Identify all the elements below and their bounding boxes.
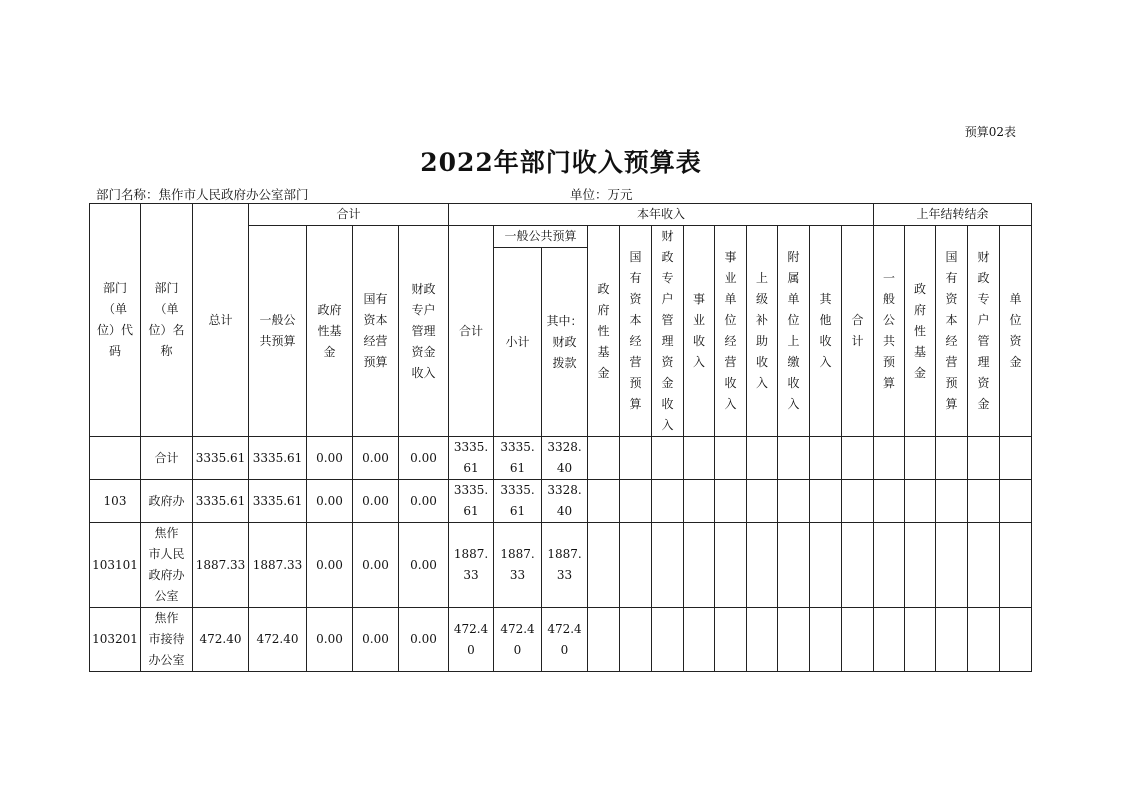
header-group-last-year: 上年结转结余 (874, 204, 1032, 226)
cell-code: 103 (90, 480, 141, 523)
cell-heji-state-capital: 0.00 (353, 480, 399, 523)
header-last-year-gov-fund: 政 府 性 基 金 (905, 226, 936, 437)
cell-subtotal: 472.4 0 (494, 608, 542, 672)
cell-code: 103101 (90, 523, 141, 608)
page-title: 2022年部门收入预算表 (420, 148, 702, 177)
cell-name: 政府办 (141, 480, 193, 523)
cell-heji-gov-fund: 0.00 (307, 480, 353, 523)
cell-fiscal-allocation: 3328. 40 (542, 437, 588, 480)
header-last-year-state-capital: 国 有 资 本 经 营 预 算 (936, 226, 968, 437)
cell-code (90, 437, 141, 480)
cell-this-year-total: 472.4 0 (449, 608, 494, 672)
cell-heji-general: 472.40 (249, 608, 307, 672)
cell-total: 3335.61 (193, 480, 249, 523)
cell-code: 103201 (90, 608, 141, 672)
cell-heji-state-capital: 0.00 (353, 608, 399, 672)
header-unit-business-income: 事 业 单 位 经 营 收 入 (715, 226, 747, 437)
income-budget-table (89, 203, 1032, 672)
header-group-total: 合计 (249, 204, 449, 226)
header-this-year-state-capital: 国 有 资 本 经 营 预 算 (620, 226, 652, 437)
cell-subtotal: 1887. 33 (494, 523, 542, 608)
cell-name: 合计 (141, 437, 193, 480)
header-heji-state-capital: 国有 资本 经营 预算 (353, 226, 399, 437)
header-last-year-unit-funds: 单 位 资 金 (1000, 226, 1032, 437)
cell-name: 焦作 市接待 办公室 (141, 608, 193, 672)
cell-heji-special-mgmt: 0.00 (399, 523, 449, 608)
table-row (90, 437, 1032, 480)
cell-fiscal-allocation: 3328. 40 (542, 480, 588, 523)
cell-subtotal: 3335. 61 (494, 437, 542, 480)
cell-fiscal-allocation: 472.4 0 (542, 608, 588, 672)
cell-heji-state-capital: 0.00 (353, 437, 399, 480)
cell-total: 1887.33 (193, 523, 249, 608)
table-row (90, 480, 1032, 523)
unit-label: 单位：万元 (570, 187, 633, 202)
table-row (90, 523, 1032, 608)
header-last-year-special-mgmt: 财 政 专 户 管 理 资 金 (968, 226, 1000, 437)
header-affiliated-income: 附 属 单 位 上 缴 收 入 (778, 226, 810, 437)
header-heji-general: 一般公 共预算 (249, 226, 307, 437)
header-fiscal-allocation: 其中： 财政 拨款 (542, 248, 588, 437)
header-other-income: 其 他 收 入 (810, 226, 842, 437)
header-last-year-total: 合 计 (842, 226, 874, 437)
header-this-year-special-mgmt: 财 政 专 户 管 理 资 金 收 入 (652, 226, 684, 437)
cell-subtotal: 3335. 61 (494, 480, 542, 523)
header-this-year-gov-fund: 政 府 性 基 金 (588, 226, 620, 437)
cell-heji-special-mgmt: 0.00 (399, 437, 449, 480)
header-dept-code: 部门 （单 位）代 码 (90, 204, 141, 437)
table-row (90, 608, 1032, 672)
cell-heji-general: 1887.33 (249, 523, 307, 608)
form-number: 预算02表 (964, 125, 1016, 139)
cell-this-year-total: 1887. 33 (449, 523, 494, 608)
header-grand-total: 总计 (193, 204, 249, 437)
header-superior-subsidy: 上 级 补 助 收 入 (747, 226, 778, 437)
cell-heji-gov-fund: 0.00 (307, 608, 353, 672)
header-business-income: 事 业 收 入 (684, 226, 715, 437)
header-last-year-general: 一 般 公 共 预 算 (874, 226, 905, 437)
cell-name: 焦作 市人民 政府办 公室 (141, 523, 193, 608)
cell-heji-general: 3335.61 (249, 480, 307, 523)
cell-heji-special-mgmt: 0.00 (399, 480, 449, 523)
department-name-label: 部门名称：焦作市人民政府办公室部门 (96, 187, 309, 202)
cell-heji-general: 3335.61 (249, 437, 307, 480)
header-group-this-year: 本年收入 (449, 204, 874, 226)
cell-heji-special-mgmt: 0.00 (399, 608, 449, 672)
header-dept-name: 部门 （单 位）名 称 (141, 204, 193, 437)
cell-heji-state-capital: 0.00 (353, 523, 399, 608)
cell-heji-gov-fund: 0.00 (307, 437, 353, 480)
header-heji-gov-fund: 政府 性基 金 (307, 226, 353, 437)
cell-this-year-total: 3335. 61 (449, 480, 494, 523)
cell-this-year-total: 3335. 61 (449, 437, 494, 480)
header-subtotal: 小计 (494, 248, 542, 437)
header-general-budget-group: 一般公共预算 (494, 226, 588, 248)
header-heji-special-mgmt: 财政 专户 管理 资金 收入 (399, 226, 449, 437)
cell-total: 3335.61 (193, 437, 249, 480)
cell-fiscal-allocation: 1887. 33 (542, 523, 588, 608)
cell-total: 472.40 (193, 608, 249, 672)
cell-heji-gov-fund: 0.00 (307, 523, 353, 608)
header-this-year-total: 合计 (449, 226, 494, 437)
